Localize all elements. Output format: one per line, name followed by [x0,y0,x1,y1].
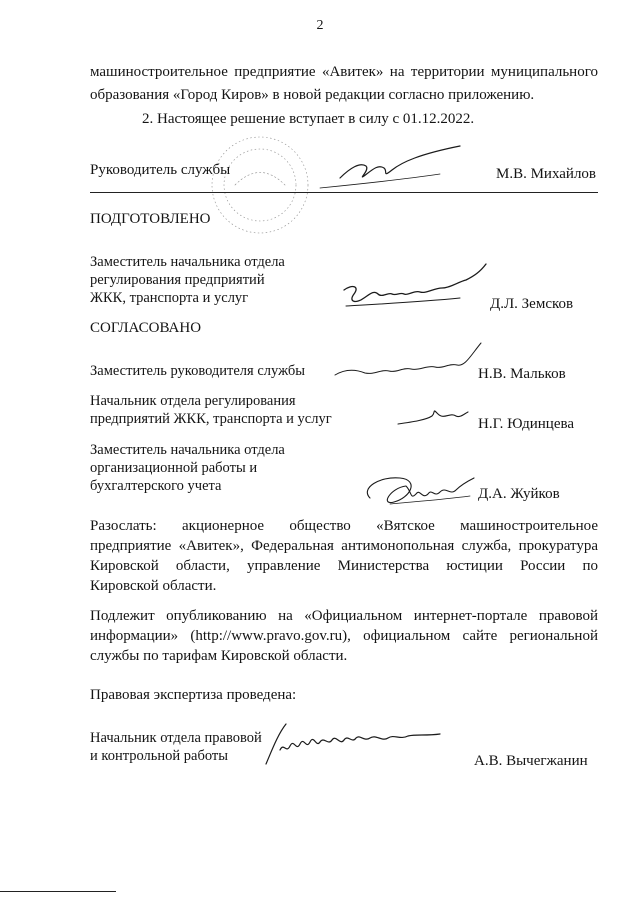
paragraph-1-line-2: образования «Город Киров» в новой редакции согласно приложению. [90,87,535,103]
prepared-title-line-1: Заместитель начальника отдела [90,254,285,270]
prepared-title-line-3: ЖКК, транспорта и услуг [90,290,249,306]
agreed-3-title [90,441,285,495]
distribution-line-2: предприятие «Авитек», Федеральная антимонопольная служба, прокуратура [90,538,598,554]
agreed-3-title-line-3: бухгалтерского учета [90,478,222,494]
prepared-title [90,253,350,307]
legal-title [90,729,262,765]
paragraph-2: 2. Настоящее решение вступает в силу с 01.12.2022. [142,111,475,127]
agreed-2-name: Н.Г. Юдинцева [478,416,575,432]
agreed-2-title [90,392,332,428]
prepared-title-line-2: регулирования предприятий [90,272,265,288]
agreed-1-name: Н.В. Мальков [478,366,566,382]
distribution-line-1: Разослать: акционерное общество «Вятское машиностроительное [90,518,598,534]
prepared-heading: ПОДГОТОВЛЕНО [90,211,211,227]
footer-rule [0,891,116,892]
distribution-line-3: Кировской области, управление Министерства юстиции России по [90,558,598,574]
agreed-3-title-line-1: Заместитель начальника отдела [90,442,285,458]
agreed-3-title-line-2: организационной работы и [90,460,258,476]
separator-line [90,192,598,193]
distribution-line-4: Кировской области. [90,578,217,594]
publication-line-3: службы по тарифам Кировской области. [90,648,348,664]
legal-signature [258,720,448,770]
head-name: М.В. Михайлов [496,166,597,182]
agreed-3-signature [350,468,480,513]
prepared-name: Д.Л. Земсков [490,296,574,312]
prepared-signature [330,258,500,318]
legal-review-text: Правовая экспертиза проведена: [90,687,297,703]
agreed-2-title-line-1: Начальник отдела регулирования [90,393,296,409]
legal-name: А.В. Вычегжанин [474,753,588,769]
publication-line-2: информации» (http://www.pravo.gov.ru), официальном сайте региональной [90,628,598,644]
head-signature [300,140,470,195]
agreed-2-signature [392,398,472,433]
page-number: 2 [316,18,324,33]
paragraph-1-line-1: машиностроительное предприятие «Авитек» на территории муниципального [90,64,598,80]
agreed-heading: СОГЛАСОВАНО [90,320,202,336]
official-seal-stamp [205,130,315,240]
agreed-1-signature [325,335,495,395]
publication-line-1: Подлежит опубликованию на «Официальном интернет-портале правовой [90,608,598,624]
legal-title-line-2: и контрольной работы [90,748,228,764]
head-title: Руководитель службы [90,162,231,178]
legal-title-line-1: Начальник отдела правовой [90,730,262,746]
agreed-1-title: Заместитель руководителя службы [90,363,306,379]
agreed-3-name: Д.А. Жуйков [478,486,560,502]
agreed-2-title-line-2: предприятий ЖКК, транспорта и услуг [90,411,332,427]
